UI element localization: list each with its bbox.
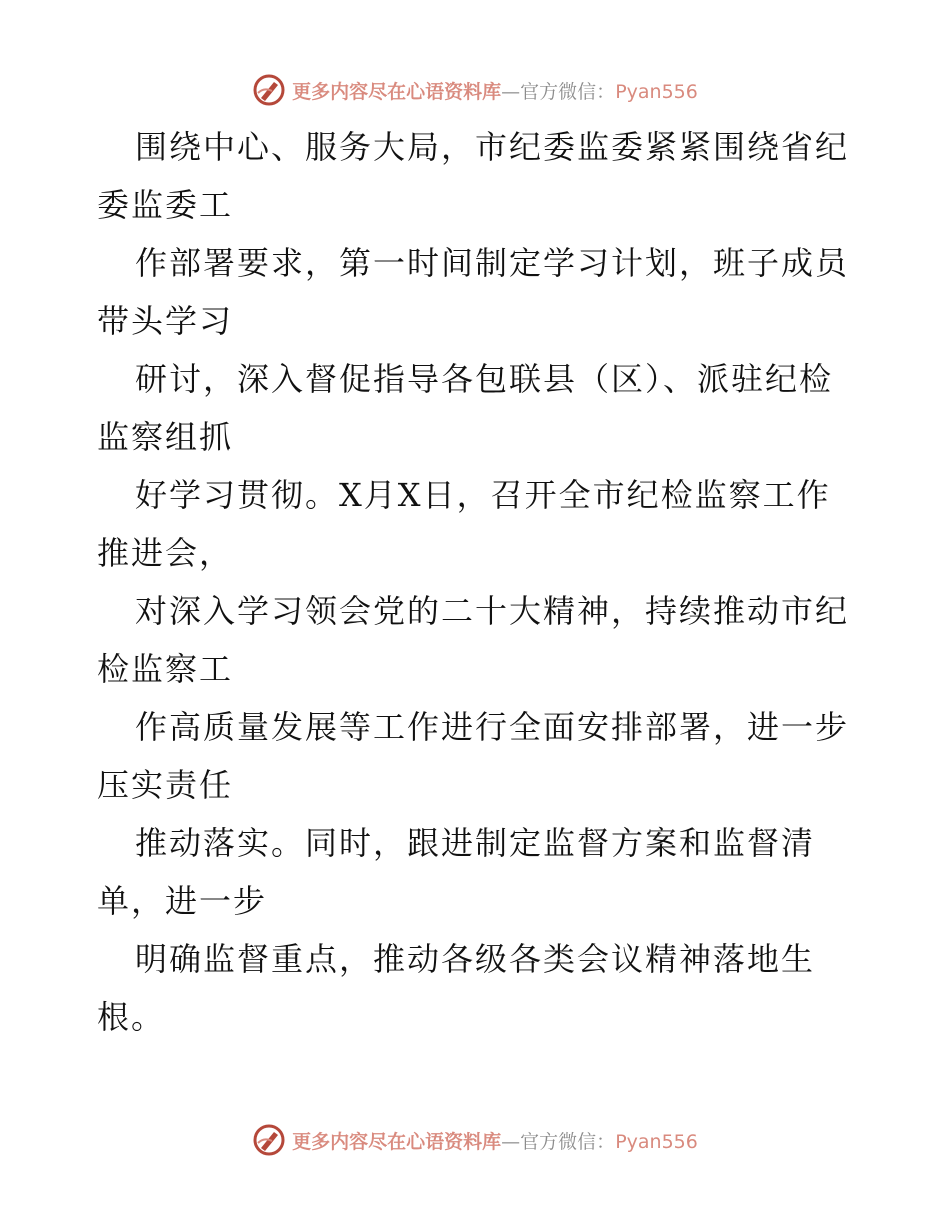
banner-text: [292, 1127, 698, 1154]
paragraph: 研讨，深入督促指导各包联县（区）、派驻纪检监察组抓: [97, 360, 834, 456]
document-body: [97, 118, 857, 1046]
paragraph: 作高质量发展等工作进行全面安排部署，进一步压实责任: [97, 708, 850, 804]
header-banner: [0, 70, 950, 110]
banner-site: 更多内容尽在心语资料库: [292, 1130, 502, 1153]
pen-logo-icon: [252, 1123, 286, 1157]
paragraph: 对深入学习领会党的二十大精神，持续推动市纪检监察工: [97, 592, 850, 688]
paragraph: 好学习贯彻。X月X日，召开全市纪检监察工作推进会，: [97, 476, 831, 572]
paragraph: 明确监督重点，推动各级各类会议精神落地生根。: [97, 940, 816, 1036]
banner-wechat-label: 官方微信：: [520, 80, 616, 103]
footer-banner: [0, 1120, 950, 1160]
banner-dash: —: [501, 80, 521, 103]
pen-logo-icon: [252, 73, 286, 107]
banner-site: 更多内容尽在心语资料库: [292, 80, 502, 103]
paragraph: 围绕中心、服务大局，市纪委监委紧紧围绕省纪委监委工: [97, 128, 850, 224]
banner-text: [292, 77, 698, 104]
banner-wechat-id: Pyan556: [615, 1130, 698, 1153]
banner-wechat-label: 官方微信：: [520, 1130, 616, 1153]
banner-dash: —: [501, 1130, 521, 1153]
paragraph: 作部署要求，第一时间制定学习计划，班子成员带头学习: [97, 244, 850, 340]
banner-wechat-id: Pyan556: [615, 80, 698, 103]
paragraph: 推动落实。同时，跟进制定监督方案和监督清单，进一步: [97, 824, 816, 920]
